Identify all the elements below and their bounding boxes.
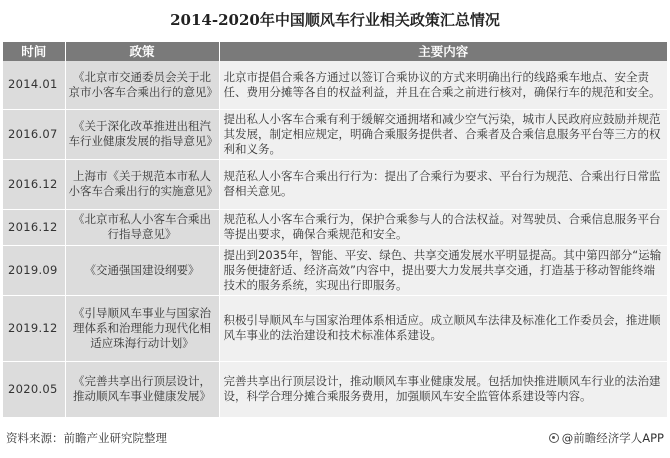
cell-policy: 《完善共享出行顶层设计，推动顺风车事业健康发展》	[65, 361, 219, 417]
cell-policy: 《北京市私人小客车合乘出行指导意见》	[65, 209, 219, 245]
cell-policy: 上海市《关于规范本市私人小客车合乘出行的实施意见》	[65, 159, 219, 209]
cell-time: 2019.09	[3, 245, 65, 295]
cell-content: 提出到2035年，智能、平安、绿色、共享交通发展水平明显提高。其中第四部分“运输服务便捷舒适、经济高效”内容中，提出要大力发展共享交通，打造基于移动智能终端技术的服务系统，实现出行即服务。	[219, 245, 667, 295]
cell-time: 2020.05	[3, 361, 65, 417]
brand-label: @前瞻经济学人APP	[561, 431, 664, 445]
cell-content: 规范私人小客车合乘出行行为：提出了合乘行为要求、平台行为规范、合乘出行日常监督相关意见。	[219, 159, 667, 209]
brand-logo-icon	[549, 433, 559, 443]
header-content: 主要内容	[219, 42, 667, 61]
table-row	[3, 159, 667, 209]
cell-time: 2019.12	[3, 295, 65, 361]
cell-policy: 《引导顺风车事业与国家治理体系和治理能力现代化相适应珠海行动计划》	[65, 295, 219, 361]
cell-time: 2016.07	[3, 109, 65, 159]
cell-policy: 《交通强国建设纲要》	[65, 245, 219, 295]
table-header-row	[3, 42, 667, 61]
table-row	[3, 361, 667, 417]
brand-credit	[549, 430, 664, 446]
cell-content: 完善共享出行顶层设计，推动顺风车事业健康发展。包括加快推进顺风车行业的法治建设，科学合理分摊合乘服务费用，加强顺风车安全监管体系建设等内容。	[219, 361, 667, 417]
table-row	[3, 295, 667, 361]
cell-time: 2016.12	[3, 209, 65, 245]
header-time: 时间	[3, 42, 65, 61]
table-row	[3, 245, 667, 295]
policy-table	[3, 42, 667, 418]
cell-content: 提出私人小客车合乘有利于缓解交通拥堵和减少空气污染，城市人民政府应鼓励并规范其发展，制定相应规定，明确合乘服务提供者、合乘者及合乘信息服务平台等三方的权利和义务。	[219, 109, 667, 159]
cell-content: 积极引导顺风车与国家治理体系相适应。成立顺风车法律及标准化工作委员会，推进顺风车事业的法治建设和技术标准体系建设。	[219, 295, 667, 361]
cell-time: 2016.12	[3, 159, 65, 209]
header-policy: 政策	[65, 42, 219, 61]
source-note: 资料来源：前瞻产业研究院整理	[6, 431, 167, 445]
table-row	[3, 209, 667, 245]
cell-policy: 《北京市交通委员会关于北京市小客车合乘出行的意见》	[65, 61, 219, 109]
table-row	[3, 61, 667, 109]
cell-content: 规范私人小客车合乘行为，保护合乘参与人的合法权益。对驾驶员、合乘信息服务平台等提出要求，确保合乘规范和安全。	[219, 209, 667, 245]
table-row	[3, 109, 667, 159]
cell-content: 北京市提倡合乘各方通过以签订合乘协议的方式来明确出行的线路乘车地点、安全责任、费用分摊等各自的权益利益，并且在合乘之前进行核对，确保行车的规范和安全。	[219, 61, 667, 109]
cell-policy: 《关于深化改革推进出租汽车行业健康发展的指导意见》	[65, 109, 219, 159]
cell-time: 2014.01	[3, 61, 65, 109]
page-title: 2014-2020年中国顺风车行业相关政策汇总情况	[170, 11, 500, 29]
